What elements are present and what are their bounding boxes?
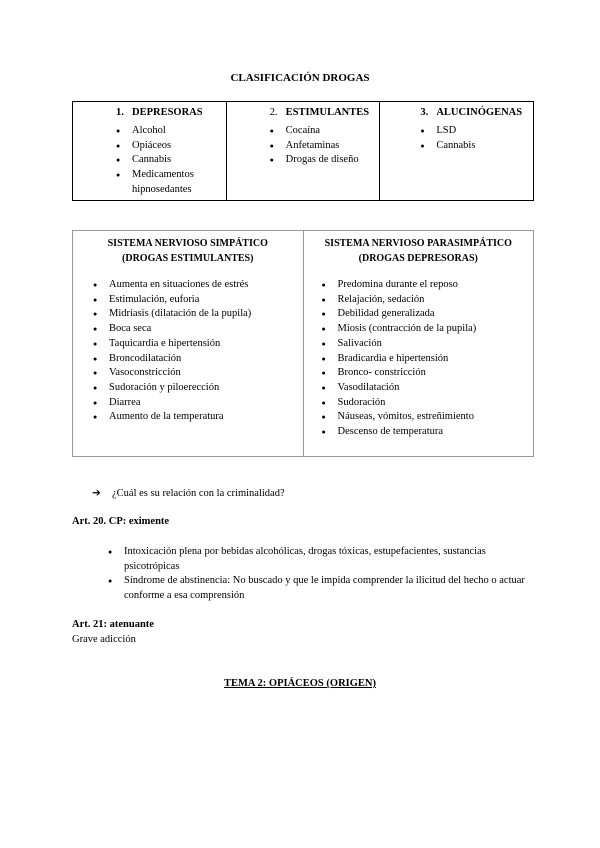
classification-col-estimulantes [226,102,380,200]
classification-heading [116,107,203,118]
list-item: ● Aumento de la temperatura [93,410,298,425]
list-item: ● Síndrome de abstinencia: No buscado y que le impida comprender la ilicitud del hecho o actuar conforme a esa comprensión [108,574,538,603]
heading-label: ESTIMULANTES [285,107,370,118]
list-item: ● LSD [420,124,530,139]
list-item: ● Cannabis [420,139,530,154]
list-item: ● Opiáceos [116,139,216,154]
list-item: ● Intoxicación plena por bebidas alcohólicas, drogas tóxicas, estupefacientes, sustancias psicotrópicas [108,545,538,574]
section-heading: TEMA 2: OPIÁCEOS (ORIGEN) [224,678,376,689]
parasympathetic-heading [304,236,534,266]
parasympathetic-column [303,231,534,456]
classification-list [270,124,380,168]
heading-label: DEPRESORAS [132,107,203,118]
classification-heading [270,107,369,118]
list-item: ● Midriasis (dilatación de la pupila) [93,307,298,322]
list-item: ● Relajación, sedación [322,293,532,308]
art20-heading: Art. 20. CP: eximente [72,516,170,527]
list-item: ● Taquicardia e hipertensión [93,337,298,352]
list-item: ● Sudoración y piloerección [93,381,298,396]
list-item: ● Bronco- constricción [322,366,532,381]
list-item: ● Debilidad generalizada [322,307,532,322]
classification-list [420,124,530,153]
list-item: ● Estimulación, euforia [93,293,298,308]
list-item: ● Alcohol [116,124,216,139]
arrow-icon: ➔ [92,488,101,499]
list-item: ● Boca seca [93,322,298,337]
art20-list [108,545,538,604]
heading-line: SISTEMA NERVIOSO PARASIMPÁTICO [324,238,512,249]
sympathetic-column [73,231,303,456]
list-item: ● Cannabis [116,153,216,168]
list-item: ● Broncodilatación [93,352,298,367]
sympathetic-heading [73,236,303,266]
list-item: ● Medicamentos hipnosedantes [116,168,216,197]
list-item: ● Anfetaminas [270,139,380,154]
document-title: CLASIFICACIÓN DROGAS [230,72,370,84]
classification-col-depresoras [73,102,226,200]
heading-line: SISTEMA NERVIOSO SIMPÁTICO [107,238,268,249]
list-item: ● Descenso de temperatura [322,425,532,440]
nervous-system-table [72,230,534,457]
classification-list [116,124,216,198]
list-item: ● Drogas de diseño [270,153,380,168]
list-item: ● Salivación [322,337,532,352]
classification-table [72,101,534,201]
question-text: ¿Cuál es su relación con la criminalidad? [112,488,285,499]
list-item: ● Vasodilatación [322,381,532,396]
list-item: ● Miosis (contracción de la pupila) [322,322,532,337]
list-item: ● Náuseas, vómitos, estreñimiento [322,410,532,425]
heading-number: 2. [269,107,278,118]
list-item: ● Diarrea [93,396,298,411]
heading-number: 3. [420,107,429,118]
art21-text: Grave adicción [72,634,136,645]
heading-number: 1. [116,107,124,118]
list-item: ● Predomina durante el reposo [322,278,532,293]
list-item: ● Sudoración [322,396,532,411]
classification-col-alucinogenas [379,102,533,200]
question-line [92,487,285,499]
list-item: ● Bradicardia e hipertensión [322,352,532,367]
parasympathetic-list [322,278,532,440]
list-item: ● Cocaína [270,124,380,139]
classification-heading [420,107,522,118]
heading-line: (DROGAS DEPRESORAS) [358,253,478,264]
art21-heading: Art. 21: atenuante [72,619,154,630]
list-item: ● Aumenta en situaciones de estrés [93,278,298,293]
heading-label: ALUCINÓGENAS [436,107,523,118]
heading-line: (DROGAS ESTIMULANTES) [122,253,254,264]
sympathetic-list [93,278,298,425]
list-item: ● Vasoconstricción [93,366,298,381]
